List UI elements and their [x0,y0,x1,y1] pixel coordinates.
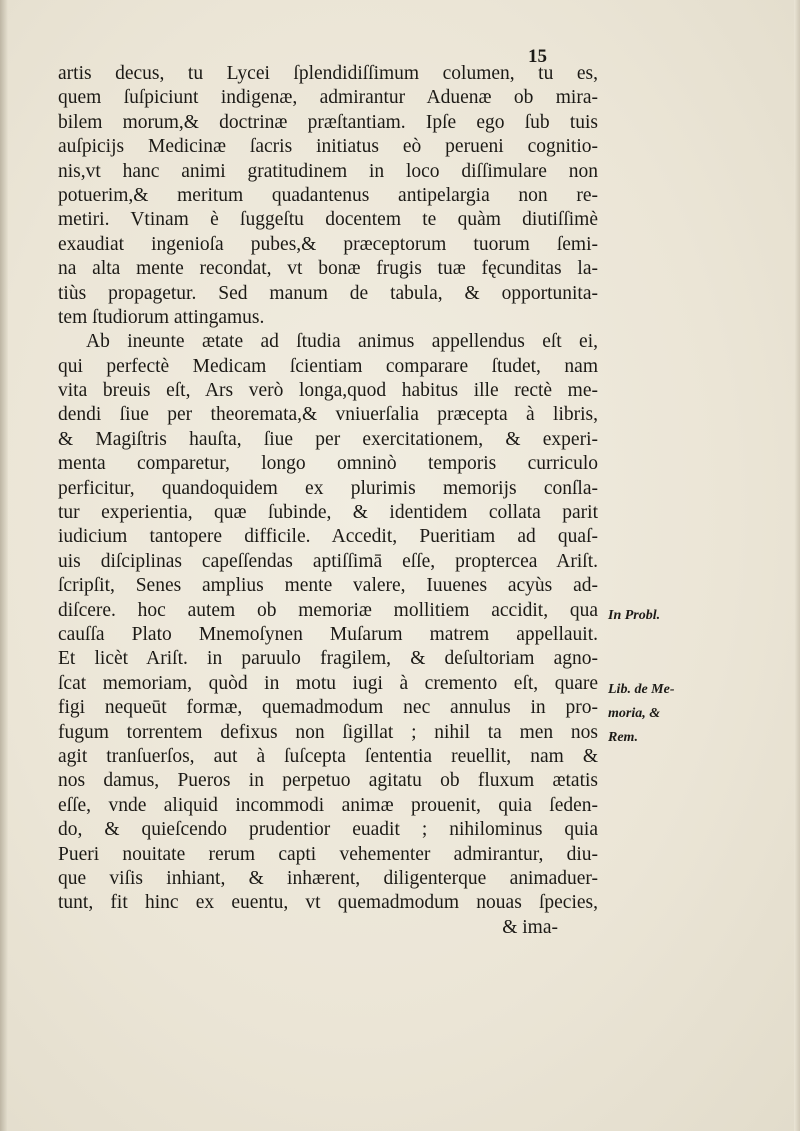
text-line: nos damus, Pueros in perpetuo agitatu ob fluxum ætatis [58,770,598,792]
text-line: diſcere. hoc autem ob memoriæ mollitiem accidit, qua [58,599,598,621]
body-text [58,62,598,940]
text-line: tur experientia, quæ ſubinde, & identidem collata parit [58,502,598,524]
text-line: ſcripſit, Senes amplius mente valere, Iuuenes acyùs ad- [58,575,598,597]
text-line: agit tranſuerſos, aut à ſuſcepta ſententia reuellit, nam & [58,745,598,767]
text-line: figi nequeūt formæ, quemadmodum nec annulus in pro- [58,697,598,719]
text-line: na alta mente recondat, vt bonæ frugis tuæ fęcunditas la- [58,258,598,280]
text-line: perficitur, quandoquidem ex plurimis memorijs conſla- [58,477,598,499]
text-line: metiri. Vtinam è ſuggeſtu docentem te quàm diutiſſimè [58,209,598,231]
marginal-note-de-memoria-line1: Lib. de Me- [608,682,675,697]
text-line: nis,vt hanc animi gratitudinem in loco diſſimulare non [58,160,598,182]
text-line: ſcat memoriam, quòd in motu iugi à cremento eſt, quare [58,672,598,694]
text-line: iudicium tantopere difficile. Accedit, Pueritiam ad quaſ- [58,526,598,548]
text-line: eſſe, vnde aliquid incommodi animæ prouenit, quia ſeden- [58,794,598,816]
text-line: quem ſuſpiciunt indigenæ, admirantur Aduenæ ob mira- [58,87,598,109]
text-line: tiùs propagetur. Sed manum de tabula, & opportunita- [58,282,598,304]
text-line: fugum torrentem defixus non ſigillat ; nihil ta men nos [58,721,598,743]
text-line: qui perfectè Medicam ſcientiam comparare ſtudet, nam [58,355,598,377]
page-edge-shadow [794,0,800,1131]
text-line: auſpicijs Medicinæ ſacris initiatus eò perueni cognitio- [58,136,598,158]
text-line: dendi ſiue per theoremata,& vniuerſalia præcepta à libris, [58,404,598,426]
text-line: vita breuis eſt, Ars verò longa,quod habitus ille rectè me- [58,380,598,402]
marginal-note-problemata: In Probl. [608,608,661,623]
text-line: Pueri nouitate rerum capti vehementer admirantur, diu- [58,843,598,865]
text-line: cauſſa Plato Mnemoſynen Muſarum matrem appellauit. [58,623,598,645]
text-line: menta comparetur, longo omninò temporis curriculo [58,453,598,475]
marginal-note-de-memoria-line2: moria, & [608,706,661,721]
page-binding-shadow [0,0,8,1131]
text-line: do, & quieſcendo prudentior euadit ; nihilominus quia [58,819,598,841]
text-line: bilem morum,& doctrinæ præſtantiam. Ipſe ego ſub tuis [58,111,598,133]
text-line: exaudiat ingenioſa pubes,& præceptorum tuorum ſemi- [58,233,598,255]
text-line: tunt, fit hinc ex euentu, vt quemadmodum nouas ſpecies, [58,892,598,914]
text-line: tem ſtudiorum attingamus. [58,306,265,328]
marginal-note-de-memoria-line3: Rem. [608,730,638,745]
text-line: que viſis inhiant, & inhærent, diligenterque animaduer- [58,867,598,889]
text-line: potuerim,& meritum quadantenus antipelargia non re- [58,184,598,206]
text-line: & Magiſtris hauſta, ſiue per exercitationem, & experi- [58,428,598,450]
text-line: uis diſciplinas capeſſendas aptiſſimā eſſe, proptercea Ariſt. [58,550,598,572]
text-line: artis decus, tu Lycei ſplendidiſſimum columen, tu es, [58,63,598,84]
catchword: & ima- [502,916,558,938]
text-line: Ab ineunte ætate ad ſtudia animus appellendus eſt ei, [86,331,598,353]
text-line: Et licèt Ariſt. in paruulo fragilem, & deſultoriam agno- [58,648,598,670]
page-number: 15 [528,46,547,67]
